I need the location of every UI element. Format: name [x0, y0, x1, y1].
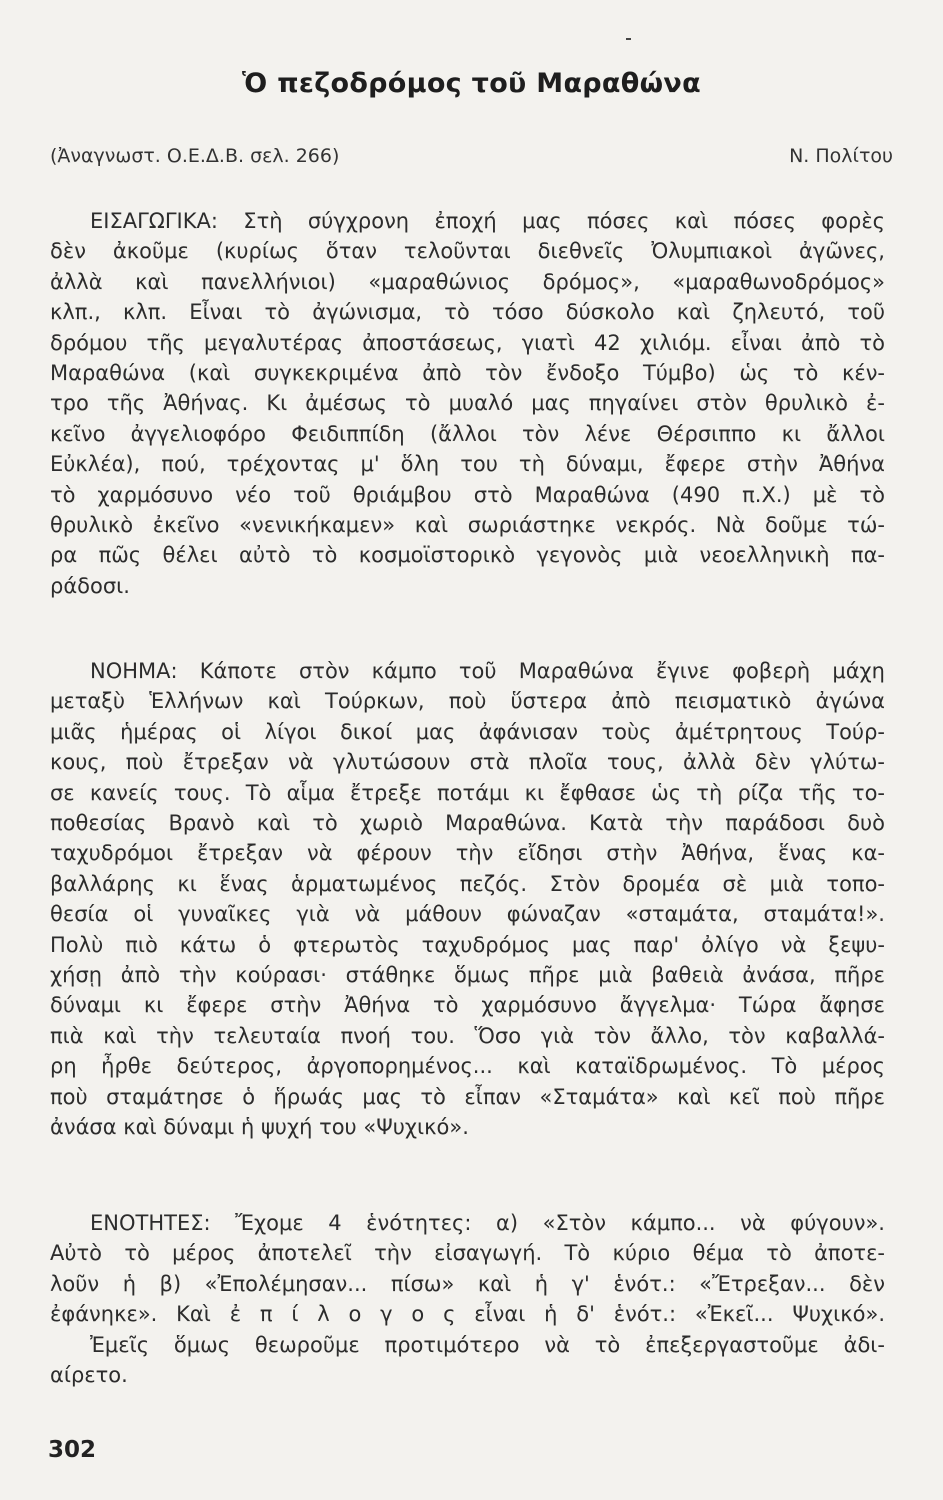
text-line: κεῖνο ἀγγελιοφόρο Φειδιππίδη (ἄλλοι τὸν λένε Θέρσιππο κι ἄλλοι	[50, 421, 885, 446]
section-introduction	[50, 206, 885, 601]
text-line: ἀνάσα καὶ δύναμι ἡ ψυχή του «Ψυχικό».	[50, 1115, 469, 1140]
author-name: Ν. Πολίτου	[789, 145, 893, 167]
text-line: ράδοσι.	[50, 573, 130, 598]
text-line: ρη ἦρθε δεύτερος, ἀργοπορημένος... καὶ καταϊδρωμένος. Τὸ μέρος	[50, 1054, 885, 1079]
text-line: Μαραθώνα (καὶ συγκεκριμένα ἀπὸ τὸν ἔνδοξο Τύμβο) ὡς τὸ κέν-	[50, 361, 885, 386]
section-units	[50, 1208, 885, 1390]
text-line: Εὐκλέα), πού, τρέχοντας μ' ὅλη του τὴ δύναμι, ἔφερε στὴν Ἀθήνα	[50, 452, 885, 477]
text-line: τρο τῆς Ἀθήνας. Κι ἀμέσως τὸ μυαλό μας πηγαίνει στὸν θρυλικὸ ἐ-	[50, 391, 885, 416]
text-line: λοῦν ἡ β) «Ἐπολέμησαν... πίσω» καὶ ἡ γ' ἑνότ.: «Ἔτρεξαν... δὲν	[50, 1271, 885, 1296]
text-line: ΕΝΟΤΗΤΕΣ: Ἔχομε 4 ἑνότητες: α) «Στὸν κάμπο... νὰ φύγουν».	[90, 1211, 885, 1235]
page-title: Ὁ πεζοδρόμος τοῦ Μαραθώνα	[242, 68, 701, 99]
text-line: κλπ., κλπ. Εἶναι τὸ ἀγώνισμα, τὸ τόσο δύσκολο καὶ ζηλευτό, τοῦ	[50, 300, 885, 325]
text-line: βαλλάρης κι ἕνας ἁρματωμένος πεζός. Στὸν δρομέα σὲ μιὰ τοπο-	[50, 871, 885, 896]
text-line: ποὺ σταμάτησε ὁ ἥρωάς μας τὸ εἶπαν «Σταμάτα» καὶ κεῖ ποὺ πῆρε	[50, 1084, 885, 1109]
text-line: ΕΙΣΑΓΩΓΙΚΑ: Στὴ σύγχρονη ἐποχή μας πόσες καὶ πόσες φορὲς	[90, 209, 885, 233]
text-line: δὲν ἀκοῦμε (κυρίως ὅταν τελοῦνται διεθνεῖς Ὀλυμπιακοὶ ἀγῶνες,	[50, 239, 885, 264]
text-line: δύναμι κι ἔφερε στὴν Ἀθήνα τὸ χαρμόσυνο ἄγγελμα· Τώρα ἄφησε	[50, 993, 885, 1018]
text-line: ἐφάνηκε». Καὶ ἐ π ί λ ο γ ο ς εἶναι ἡ δ' ἑνότ.: «Ἐκεῖ... Ψυχικό».	[50, 1302, 885, 1327]
text-line: κους, ποὺ ἔτρεξαν νὰ γλυτώσουν στὰ πλοῖα τους, ἀλλὰ δὲν γλύτω-	[50, 750, 885, 775]
print-mark	[626, 38, 631, 40]
text-line: μεταξὺ Ἑλλήνων καὶ Τούρκων, ποὺ ὕστερα ἀπὸ πεισματικὸ ἀγώνα	[50, 689, 885, 714]
text-line: Αὐτὸ τὸ μέρος ἀποτελεῖ τὴν εἰσαγωγή. Τὸ κύριο θέμα τὸ ἀποτε-	[50, 1241, 885, 1266]
text-line: Πολὺ πιὸ κάτω ὁ φτερωτὸς ταχυδρόμος μας παρ' ὀλίγο νὰ ξεψυ-	[50, 932, 885, 957]
text-line: τὸ χαρμόσυνο νέο τοῦ θριάμβου στὸ Μαραθώνα (490 π.Χ.) μὲ τὸ	[50, 482, 885, 507]
text-line: σε κανείς τους. Τὸ αἷμα ἔτρεξε ποτάμι κι ἔφθασε ὡς τὴ ρίζα τῆς το-	[50, 780, 885, 805]
text-line: δρόμου τῆς μεγαλυτέρας ἀποστάσεως, γιατὶ 42 χιλιόμ. εἶναι ἀπὸ τὸ	[50, 330, 885, 355]
text-line: θεσία οἱ γυναῖκες γιὰ νὰ μάθουν φώναζαν «σταμάτα, σταμάτα!».	[50, 902, 885, 927]
text-line: Ἐμεῖς ὅμως θεωροῦμε προτιμότερο νὰ τὸ ἐπεξεργαστοῦμε ἀδι-	[90, 1332, 885, 1357]
text-line: ΝΟΗΜΑ: Κάποτε στὸν κάμπο τοῦ Μαραθώνα ἔγινε φοβερὴ μάχη	[90, 659, 885, 683]
text-line: χήσῃ ἀπὸ τὴν κούρασι· στάθηκε ὅμως πῆρε μιὰ βαθειὰ ἀνάσα, πῆρε	[50, 963, 885, 988]
text-line: θρυλικὸ ἐκεῖνο «νενικήκαμεν» καὶ σωριάστηκε νεκρός. Νὰ δοῦμε τώ-	[50, 513, 885, 538]
source-line	[50, 145, 893, 167]
source-reference: (Ἀναγνωστ. Ο.Ε.Δ.Β. σελ. 266)	[50, 145, 340, 167]
page-number: 302	[48, 1437, 97, 1463]
text-line: ταχυδρόμοι ἔτρεξαν νὰ φέρουν τὴν εἴδησι στὴν Ἀθήνα, ἕνας κα-	[50, 841, 885, 866]
text-line: ἀλλὰ καὶ πανελλήνιοι) «μαραθώνιος δρόμος», «μαραθωνοδρόμος»	[50, 269, 885, 294]
text-line: ποθεσίας Βρανὸ καὶ τὸ χωριὸ Μαραθώνα. Κατὰ τὴν παράδοσι δυὸ	[50, 811, 885, 836]
text-line: ρα πῶς θέλει αὐτὸ τὸ κοσμοϊστορικὸ γεγονὸς μιὰ νεοελληνικὴ πα-	[50, 543, 885, 568]
text-line: αίρετο.	[50, 1363, 128, 1388]
text-line: μιᾶς ἡμέρας οἱ λίγοι δικοί μας ἀφάνισαν τοὺς ἀμέτρητους Τούρ-	[50, 719, 885, 744]
section-meaning	[50, 656, 885, 1143]
text-line: πιὰ καὶ τὴν τελευταία πνοή του. Ὅσο γιὰ τὸν ἄλλο, τὸν καβαλλά-	[50, 1023, 885, 1048]
